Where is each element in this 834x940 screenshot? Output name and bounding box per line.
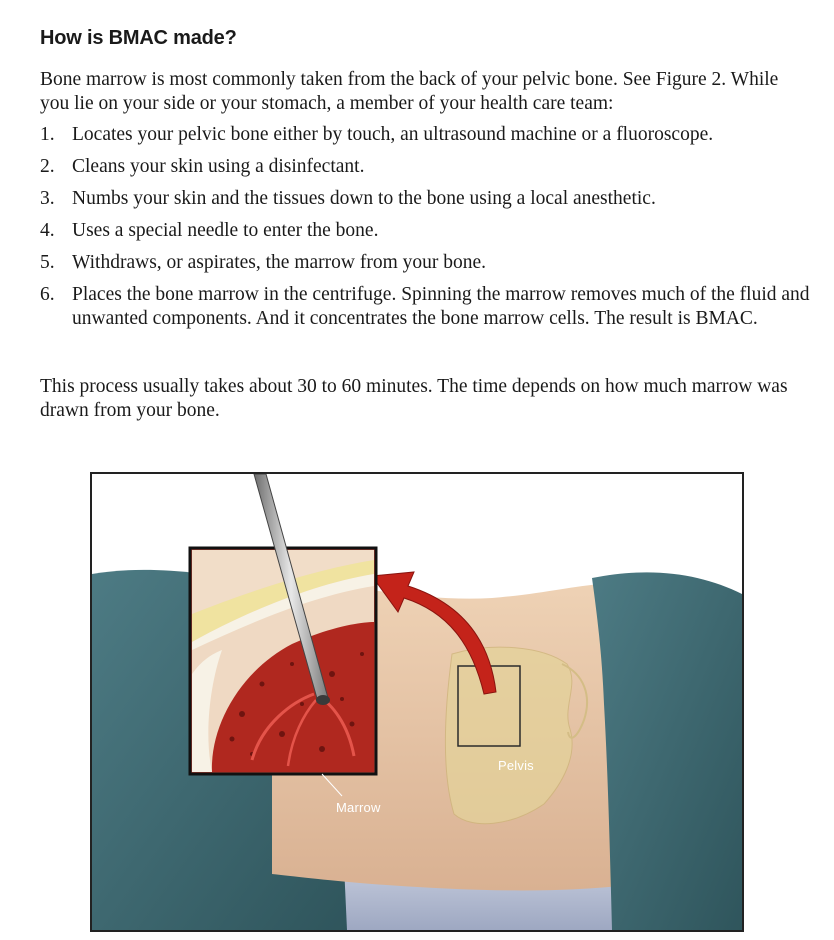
list-item	[40, 219, 810, 243]
step-text: Uses a special needle to enter the bone.	[72, 220, 379, 241]
step-text: Places the bone marrow in the centrifuge. Spinning the marrow removes much of the fluid and unwanted components. And it concentrates the bone marrow cells. The result is BMAC.	[72, 284, 810, 329]
list-item	[40, 123, 810, 147]
step-number: 2.	[40, 156, 55, 177]
marrow-label: Marrow	[336, 800, 381, 815]
step-number: 1.	[40, 124, 55, 145]
right-drape	[592, 572, 742, 930]
step-text: Withdraws, or aspirates, the marrow from your bone.	[72, 252, 487, 273]
page-heading: How is BMAC made?	[40, 27, 237, 49]
step-text: Cleans your skin using a disinfectant.	[72, 156, 365, 177]
step-text: Locates your pelvic bone either by touch, an ultrasound machine or a fluoroscope.	[72, 124, 714, 145]
step-number: 6.	[40, 284, 55, 305]
list-item	[40, 155, 810, 179]
step-number: 3.	[40, 188, 55, 209]
step-text: Numbs your skin and the tissues down to the bone using a local anesthetic.	[72, 188, 656, 209]
intro-paragraph: Bone marrow is most commonly taken from the back of your pelvic bone. See Figure 2. While you lie on your side or your stomach, a member of your health care team:	[40, 69, 779, 114]
step-number: 4.	[40, 220, 55, 241]
bmac-illustration	[90, 472, 744, 932]
list-item	[40, 187, 810, 211]
list-item	[40, 251, 810, 275]
steps-list	[40, 123, 810, 339]
pelvis-label: Pelvis	[498, 758, 534, 773]
inset-detail	[192, 550, 374, 772]
step-number: 5.	[40, 252, 55, 273]
illustration-svg	[92, 474, 742, 930]
list-item	[40, 283, 810, 331]
outro-paragraph: This process usually takes about 30 to 60 minutes. The time depends on how much marrow was drawn from your bone.	[40, 376, 788, 421]
